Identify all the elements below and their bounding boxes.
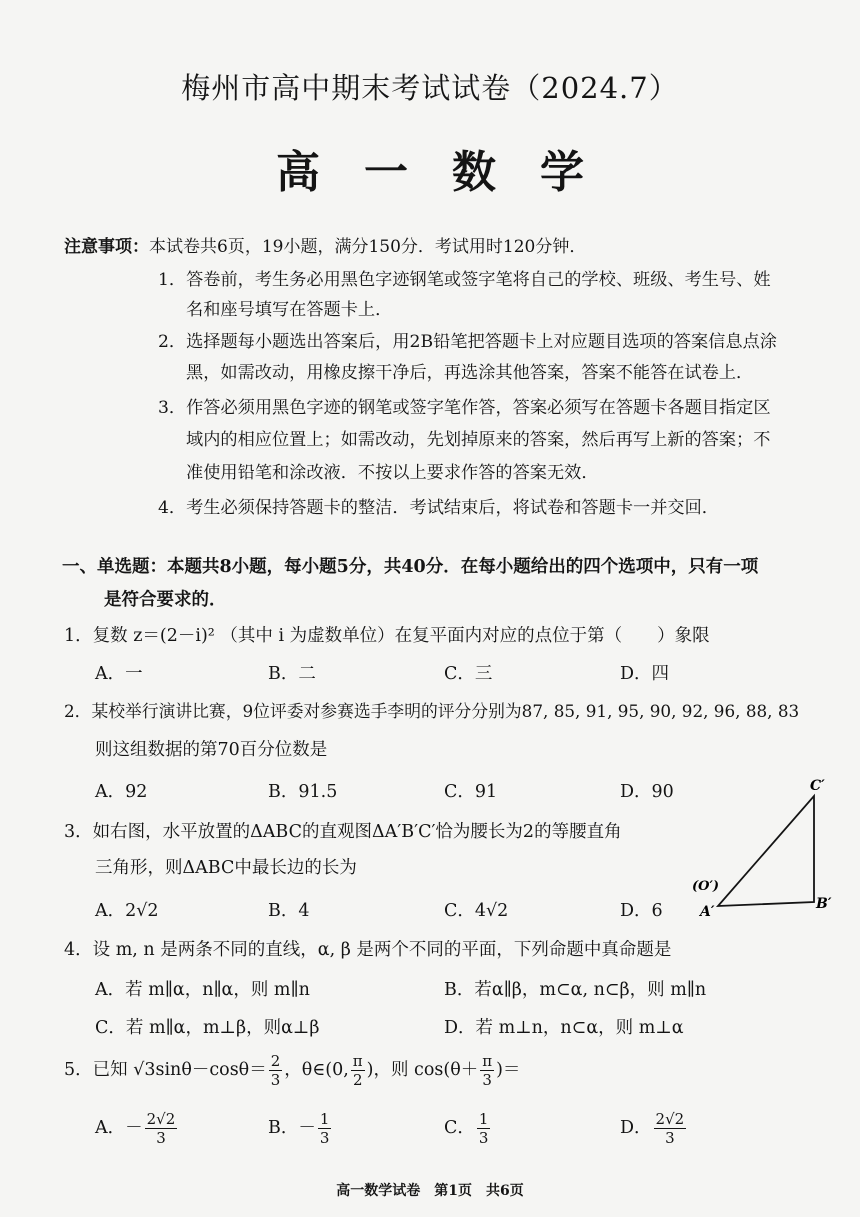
question-5-option-a: [95, 1110, 179, 1147]
q5-frac1-den: 3: [270, 1071, 281, 1089]
q5-c-num: 1: [478, 1110, 489, 1128]
question-3-option-d: D．6: [620, 901, 663, 921]
question-2-option-a: A．92: [95, 782, 148, 802]
question-1-option-c: C．三: [444, 664, 493, 684]
question-3-stem-line2: 三角形，则ΔABC中最长边的长为: [95, 858, 357, 878]
question-4-stem: 4．设 m, n 是两条不同的直线，α, β 是两个不同的平面，下列命题中真命题是: [64, 940, 672, 960]
q5-a-sign: －: [125, 1118, 143, 1138]
notice-label: 注意事项：: [64, 237, 149, 257]
notice-item-3-line1: 3．作答必须用黑色字迹的钢笔或签字笔作答，答案必须写在答题卡各题目指定区: [158, 398, 771, 418]
section-1-heading-line1: 一、单选题：本题共8小题，每小题5分，共40分．在每小题给出的四个选项中，只有一项: [62, 557, 759, 577]
exam-title: 梅州市高中期末考试试卷（2024.7）: [181, 71, 679, 105]
question-2-option-b: B．91.5: [268, 782, 338, 802]
figure-label-a: A′: [700, 904, 715, 920]
question-4-option-a: A．若 m∥α，n∥α，则 m∥n: [95, 980, 310, 1000]
notice-item-2-line1: 2．选择题每小题选出答案后，用2B铅笔把答题卡上对应题目选项的答案信息点涂: [158, 332, 777, 352]
q5-c-den: 3: [478, 1129, 489, 1147]
question-2-option-c: C．91: [444, 782, 498, 802]
q5-d-fraction: [654, 1110, 687, 1147]
q5-d-num: 2√2: [655, 1110, 685, 1128]
question-4-option-c: C．若 m∥α，m⊥β，则α⊥β: [95, 1018, 320, 1038]
question-5-option-c: [444, 1110, 492, 1147]
subject-title: 高一数学: [276, 147, 628, 198]
q5-b-letter: B．: [268, 1118, 299, 1138]
question-2-option-d: D．90: [620, 782, 674, 802]
section-1-heading-line2: 是符合要求的．: [104, 590, 227, 610]
question-2-stem-line2: 则这组数据的第70百分位数是: [95, 740, 328, 760]
question-5-option-d: [620, 1110, 688, 1147]
question-3-option-a: A．2√2: [95, 901, 159, 921]
q5-d-letter: D．: [620, 1118, 652, 1138]
question-5-option-b: [268, 1110, 333, 1147]
q5-a-fraction: [145, 1110, 178, 1147]
q5-frac3-den: 3: [482, 1071, 492, 1089]
q5-a-letter: A．: [95, 1118, 126, 1138]
q5-suffix: )＝: [496, 1060, 521, 1080]
question-2-stem-line1: 2．某校举行演讲比赛，9位评委对参赛选手李明的评分分别为87, 85, 91, 95, 90, 92, 96, 88, 83: [64, 701, 800, 721]
question-3-option-c: C．4√2: [444, 901, 509, 921]
q5-mid: ，θ∈(0,: [284, 1060, 349, 1080]
figure-label-b: B′: [816, 896, 832, 912]
notice-item-2-line2: 黑，如需改动，用橡皮擦干净后，再选涂其他答案，答案不能答在试卷上．: [186, 363, 754, 383]
notice-item-1-line2: 名和座号填写在答题卡上．: [186, 300, 393, 320]
q5-frac1-num: 2: [270, 1052, 281, 1070]
q5-fraction-2: [351, 1052, 365, 1089]
q5-c-letter: C．: [444, 1118, 475, 1138]
question-1-option-a: A．一: [95, 664, 143, 684]
notice-item-4-line1: 4．考生必须保持答题卡的整洁．考试结束后，将试卷和答题卡一并交回．: [158, 498, 719, 518]
question-4-option-b: B．若α∥β，m⊂α, n⊂β，则 m∥n: [444, 980, 707, 1000]
page-footer: 高一数学试卷 第1页 共6页: [336, 1183, 524, 1199]
q5-b-fraction: [318, 1110, 332, 1147]
q5-a-den: 3: [156, 1129, 166, 1147]
q5-d-den: 3: [665, 1129, 675, 1147]
figure-label-c: C′: [810, 778, 825, 794]
q5-fraction-1: [269, 1052, 283, 1089]
triangle-shape: [718, 796, 814, 906]
figure-label-o: (O′): [692, 879, 720, 894]
notice-intro: [64, 232, 586, 257]
question-1-stem: 1．复数 z＝(2－i)² （其中 i 为虚数单位）在复平面内对应的点位于第（ ）象限: [64, 626, 710, 646]
q5-prefix: 5．已知 √3sinθ－cosθ＝: [64, 1060, 267, 1080]
q5-b-den: 3: [319, 1129, 330, 1147]
notice-item-1-line1: 1．答卷前，考生务必用黑色字迹钢笔或签字笔将自己的学校、班级、考生号、姓: [158, 270, 771, 290]
question-3-stem-line1: 3．如右图，水平放置的ΔABC的直观图ΔA′B′C′恰为腰长为2的等腰直角: [64, 822, 622, 842]
q5-b-sign: －: [298, 1118, 316, 1138]
notice-intro-text: 本试卷共6页，19小题，满分150分．考试用时120分钟．: [149, 237, 587, 257]
q5-c-fraction: [477, 1110, 491, 1147]
q5-frac2-den: 2: [352, 1071, 363, 1089]
question-3-option-b: B．4: [268, 901, 310, 921]
q5-frac3-num: π: [482, 1052, 493, 1070]
q5-fraction-3: [480, 1052, 494, 1089]
question-5-stem: [64, 1052, 520, 1089]
q5-a-num: 2√2: [146, 1110, 176, 1128]
question-1-option-d: D．四: [620, 664, 670, 684]
question-4-option-d: D．若 m⊥n，n⊂α，则 m⊥α: [444, 1018, 684, 1038]
q5-frac2-num: π: [352, 1052, 363, 1070]
question-1-option-b: B．二: [268, 664, 316, 684]
q5-b-num: 1: [319, 1110, 330, 1128]
question-3-figure: [670, 770, 850, 930]
notice-item-3-line3: 准使用铅笔和涂改液．不按以上要求作答的答案无效．: [186, 463, 599, 483]
notice-item-3-line2: 域内的相应位置上；如需改动，先划掉原来的答案，然后再写上新的答案；不: [186, 430, 771, 450]
q5-mid2: )，则 cos(θ＋: [366, 1060, 479, 1080]
